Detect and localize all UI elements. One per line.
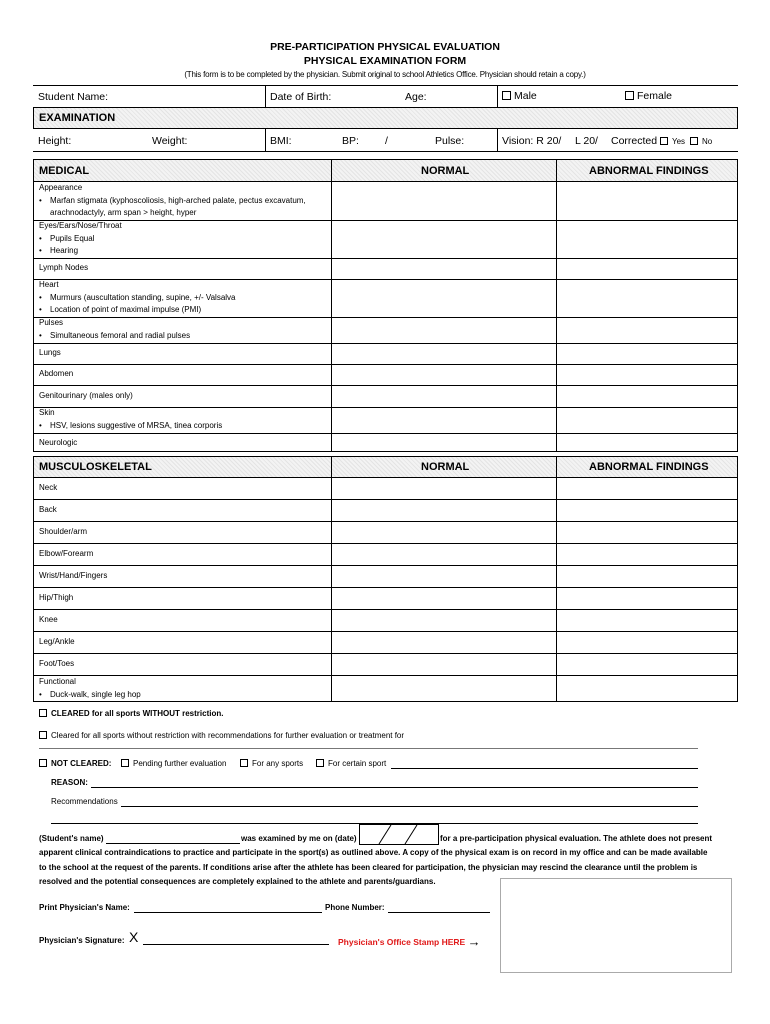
msk-row-back: [39, 504, 57, 517]
msk-row-functional: [39, 676, 141, 701]
msk-row-neck: [39, 482, 57, 495]
medical-row-lymph: [39, 262, 88, 275]
row-divider: [33, 653, 738, 654]
row-title: Elbow/Forearm: [39, 549, 94, 558]
attestation-line: apparent clinical contraindications to practice and participate in the sport(s) as outlined above. A copy of the physical exam is on record in my office and can be made available: [39, 848, 708, 857]
pending-option[interactable]: [121, 759, 226, 768]
phone-line[interactable]: [388, 912, 490, 913]
row-title: Abdomen: [39, 369, 74, 378]
row-title: Appearance: [39, 183, 83, 192]
bp-field[interactable]: BP:: [342, 135, 359, 147]
examination-header: [33, 107, 738, 129]
recs-write-line[interactable]: [39, 748, 698, 749]
signature-label: Physician's Signature:: [39, 936, 125, 945]
pending-label: Pending further evaluation: [133, 759, 227, 768]
divider: [33, 151, 738, 152]
row-title: Foot/Toes: [39, 659, 75, 668]
recommendations-line[interactable]: [121, 806, 698, 807]
form-title: PRE-PARTICIPATION PHYSICAL EVALUATION: [270, 41, 500, 53]
male-label: Male: [514, 90, 537, 102]
column-divider: [556, 456, 557, 702]
form-subtitle: PHYSICAL EXAMINATION FORM: [303, 55, 467, 67]
vision-left-field[interactable]: L 20/: [575, 135, 598, 147]
row-bullet: • Simultaneous femoral and radial pulses: [39, 330, 190, 343]
divider: [265, 85, 266, 107]
row-bullet: • Duck-walk, single leg hop: [39, 689, 141, 702]
checkbox-icon: [39, 759, 47, 767]
attestation-line: resolved and the potential consequences are completely explained to the athlete and parents/guardians.: [39, 877, 436, 886]
row-title: Wrist/Hand/Fingers: [39, 571, 108, 580]
checkbox-icon: [240, 759, 248, 767]
recommendations-label: Recommendations: [51, 797, 118, 806]
date-box[interactable]: [359, 824, 439, 845]
row-bullet: • Murmurs (auscultation standing, supine, +/- Valsalva: [39, 292, 236, 305]
row-divider: [33, 499, 738, 500]
vision-right-field[interactable]: Vision: R 20/: [502, 135, 562, 147]
row-bullet: • Location of point of maximal impulse (PMI): [39, 304, 236, 317]
row-title: Back: [39, 505, 57, 514]
row-title: Lungs: [39, 348, 61, 357]
msk-row-leg: [39, 636, 75, 649]
signature-x-mark: X: [129, 929, 139, 945]
student-name-attest-label: (Student's name): [39, 834, 104, 843]
weight-field[interactable]: Weight:: [152, 135, 188, 147]
phone-label: Phone Number:: [325, 903, 385, 912]
student-name-attest-line[interactable]: [106, 843, 240, 844]
checkbox-icon: [39, 731, 47, 739]
reason-label: REASON:: [51, 778, 88, 787]
corrected-yes-checkbox[interactable]: [660, 137, 685, 146]
msk-row-elbow: [39, 548, 93, 561]
examination-heading: EXAMINATION: [39, 112, 116, 124]
certain-sport-line[interactable]: [391, 768, 698, 769]
row-title: Knee: [39, 615, 58, 624]
stamp-box[interactable]: [500, 878, 732, 973]
column-divider: [556, 159, 557, 452]
row-divider: [33, 385, 738, 386]
reason-line[interactable]: [91, 787, 698, 788]
row-divider: [33, 343, 738, 344]
medical-row-abdomen: [39, 368, 73, 381]
certain-sport-label: For certain sport: [328, 759, 387, 768]
height-field[interactable]: Height:: [38, 135, 72, 147]
row-divider: [33, 631, 738, 632]
row-bullet: • Marfan stigmata (kyphoscoliosis, high-arched palate, pectus excavatum,: [39, 195, 306, 208]
row-bullet-continued: arachnodactyly, arm span > height, hyper: [50, 208, 197, 217]
row-title: Genitourinary (males only): [39, 391, 133, 400]
medical-row-heart: [39, 279, 236, 317]
row-divider: [33, 565, 738, 566]
student-name-field[interactable]: Student Name:: [38, 91, 109, 103]
medical-row-pulses: [39, 317, 190, 342]
row-divider: [33, 543, 738, 544]
divider: [497, 129, 498, 151]
checkbox-icon: [502, 91, 511, 100]
no-label: No: [702, 137, 713, 146]
examined-label: was examined by me on (date): [241, 834, 357, 843]
row-divider: [33, 587, 738, 588]
checkbox-icon: [39, 709, 47, 717]
print-name-label: Print Physician's Name:: [39, 903, 130, 912]
row-divider: [33, 220, 738, 221]
musculoskeletal-heading: MUSCULOSKELETAL: [39, 461, 152, 473]
row-title: Leg/Ankle: [39, 637, 75, 646]
row-title: Functional: [39, 677, 76, 686]
checkbox-icon: [660, 137, 668, 145]
medical-heading: MEDICAL: [39, 165, 90, 177]
certain-sport-option[interactable]: [316, 759, 386, 768]
print-name-line[interactable]: [134, 912, 322, 913]
msk-abnormal-heading: ABNORMAL FINDINGS: [589, 461, 709, 473]
corrected-no-checkbox[interactable]: [690, 137, 712, 146]
row-bullet: • Pupils Equal: [39, 233, 122, 246]
checkbox-icon: [316, 759, 324, 767]
not-cleared-label: NOT CLEARED:: [51, 759, 112, 768]
form-instructions: (This form is to be completed by the physician. Submit original to school Athletics Office. Physician should retain a copy.): [184, 70, 586, 79]
row-title: Pulses: [39, 318, 64, 327]
row-title: Skin: [39, 408, 55, 417]
any-sports-label: For any sports: [252, 759, 304, 768]
row-divider: [33, 521, 738, 522]
row-divider: [33, 433, 738, 434]
row-divider: [33, 258, 738, 259]
row-divider: [33, 609, 738, 610]
cleared-label: CLEARED for all sports WITHOUT restriction.: [51, 709, 224, 718]
female-label: Female: [637, 90, 673, 102]
medical-row-lungs: [39, 347, 61, 360]
musculoskeletal-table: [33, 456, 738, 702]
row-title: Shoulder/arm: [39, 527, 88, 536]
row-title: Hip/Thigh: [39, 593, 74, 602]
msk-normal-heading: NORMAL: [421, 461, 470, 473]
male-checkbox[interactable]: [502, 90, 537, 102]
yes-label: Yes: [672, 137, 686, 146]
checkbox-icon: [690, 137, 698, 145]
medical-row-appearance: [39, 182, 306, 220]
corrected-label: Corrected: [611, 135, 658, 147]
stamp-here-label: [338, 934, 481, 949]
divider: [33, 85, 738, 86]
bmi-field[interactable]: BMI:: [270, 135, 292, 147]
medical-row-genitourinary: [39, 390, 133, 403]
divider: [497, 85, 498, 107]
row-bullet: • Hearing: [39, 245, 122, 258]
pulse-field[interactable]: Pulse:: [435, 135, 465, 147]
row-title: Neck: [39, 483, 58, 492]
column-divider: [331, 456, 332, 702]
msk-row-wrist: [39, 570, 107, 583]
divider: [265, 129, 266, 151]
row-title: Heart: [39, 280, 59, 289]
column-divider: [331, 159, 332, 452]
medical-abnormal-heading: ABNORMAL FINDINGS: [589, 165, 709, 177]
row-bullet: • HSV, lesions suggestive of MRSA, tinea corporis: [39, 420, 222, 433]
cleared-with-recs-option[interactable]: [39, 731, 404, 740]
bp-separator: /: [385, 135, 388, 147]
row-title: Neurologic: [39, 438, 78, 447]
not-cleared-option[interactable]: [39, 759, 111, 768]
msk-row-hip: [39, 592, 73, 605]
msk-row-knee: [39, 614, 58, 627]
dob-field[interactable]: Date of Birth:: [270, 91, 332, 103]
row-divider: [33, 364, 738, 365]
cleared-option[interactable]: [39, 709, 223, 718]
msk-row-foot: [39, 658, 74, 671]
age-field[interactable]: Age:: [405, 91, 427, 103]
cleared-with-recs-label: Cleared for all sports without restriction with recommendations for further evaluation or treatment for: [51, 731, 405, 740]
arrow-right-icon: →: [467, 934, 481, 949]
medical-row-neurologic: [39, 437, 77, 450]
msk-row-shoulder: [39, 526, 87, 539]
female-checkbox[interactable]: [625, 90, 672, 102]
medical-normal-heading: NORMAL: [421, 165, 470, 177]
attestation-line: to the school at the request of the parents. If conditions arise after the athlete has been cleared for participation, the physician may rescind the clearance until the problem is: [39, 862, 698, 872]
medical-row-eent: [39, 220, 122, 258]
any-sports-option[interactable]: [240, 759, 303, 768]
row-title: Eyes/Ears/Nose/Throat: [39, 221, 122, 230]
medical-row-skin: [39, 407, 222, 432]
row-title: Lymph Nodes: [39, 263, 89, 272]
signature-line[interactable]: [143, 944, 329, 945]
checkbox-icon: [625, 91, 634, 100]
checkbox-icon: [121, 759, 129, 767]
stamp-here-text: Physician's Office Stamp HERE: [338, 937, 466, 947]
pre-participation-text: for a pre-participation physical evaluation. The athlete does not present: [440, 834, 713, 843]
